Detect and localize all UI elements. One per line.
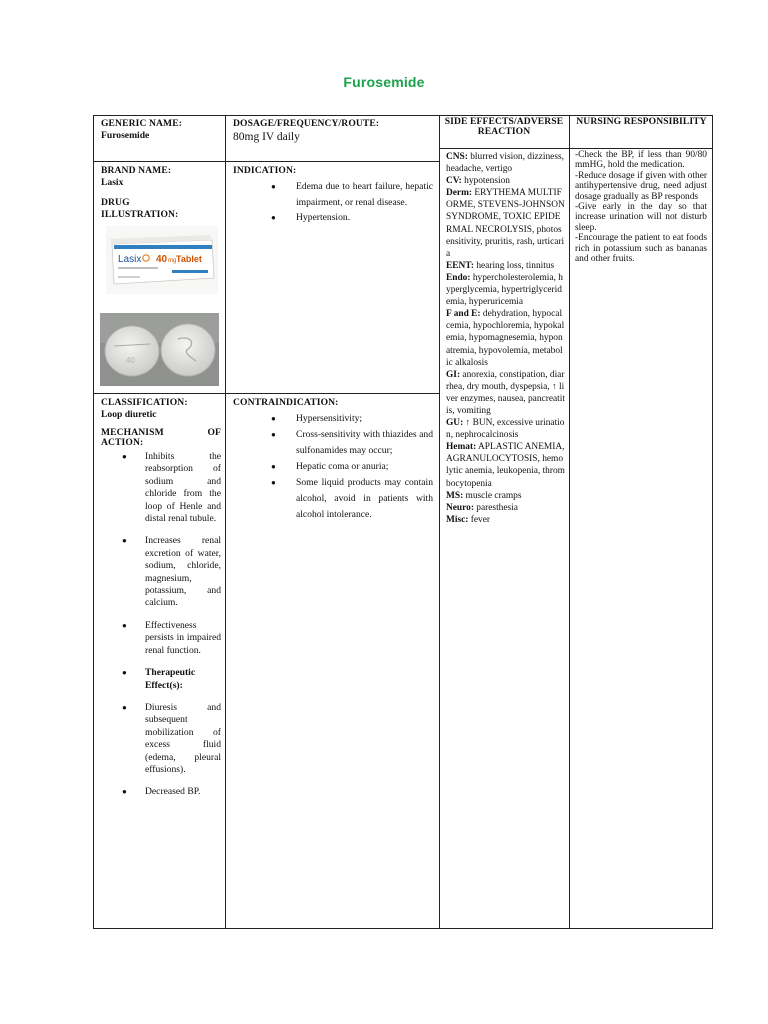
generic-name-value: Furosemide [101, 130, 150, 142]
drug-box-illustration [106, 226, 218, 294]
nursing-list [575, 150, 707, 264]
list-item: ● Cross-sensitivity with thiazides and sulfonamides may occur; [271, 429, 433, 457]
list-item: ● Diuresis and subsequent mobilization of excess fluid (edema, pleural effusions). [122, 701, 221, 775]
side-effect-entry: CNS: blurred vision, dizziness, headache, vertigo [446, 152, 564, 175]
list-item: ● Hypertension. [271, 212, 351, 224]
contraindication-list [233, 411, 433, 523]
indication-cell [233, 165, 433, 226]
list-item: ● Some liquid products may contain alcohol, avoid in patients with alcohol intolerance. [271, 477, 433, 521]
mechanism-cell [101, 428, 221, 799]
side-effects-header [443, 117, 565, 137]
dosage-value: 80mg IV daily [233, 131, 300, 144]
brand-name-value: Lasix [101, 177, 124, 189]
column-divider [225, 116, 226, 928]
list-item: ● Inhibits the reabsorption of sodium and chloride from the loop of Henle and distal renal tubule. [122, 451, 221, 525]
list-item: ● Hypersensitivity; [271, 413, 363, 425]
box-unit-text: mg [168, 258, 177, 264]
generic-name-cell [101, 118, 221, 143]
side-effect-entry: CV: hypotension [446, 176, 510, 187]
list-item: -Reduce dosage if given with other antihypertensive drug, need adjust dosage gradually as BP responds [575, 170, 707, 202]
list-item: -Check the BP, if less than 90/80 mmHG, hold the medication. [575, 150, 707, 171]
list-item: -Encourage the patient to eat foods rich in potassium such as bananas and other fruits. [575, 233, 707, 265]
side-effect-entry: EENT: hearing loss, tinnitus [446, 260, 555, 271]
box-brand-text: Lasix [118, 254, 142, 265]
side-effect-entry: MS: muscle cramps [446, 490, 522, 501]
page-title: Furosemide [343, 74, 425, 90]
side-effect-entry: GU: ↑ BUN, excessive urination, nephrocalcinosis [446, 418, 565, 441]
nursing-label: NURSING RESPONSIBILITY [576, 116, 707, 127]
column-divider [439, 116, 440, 928]
dosage-label: DOSAGE/FREQUENCY/ROUTE: [233, 118, 380, 129]
classification-label: CLASSIFICATION: [101, 397, 188, 408]
nursing-header [574, 117, 709, 127]
drug-illustration-cell [101, 197, 221, 222]
side-effect-entry: Hemat: APLASTIC ANEMIA, AGRANULOCYTOSIS, hemolytic anemia, leukopenia, thrombocytopenia [446, 442, 565, 489]
side-effects-list [446, 151, 565, 526]
row-divider [94, 393, 439, 394]
drug-illustration-label: DRUG ILLUSTRATION: [101, 197, 179, 221]
brand-name-label: BRAND NAME: [101, 165, 172, 176]
side-effect-entry: Derm: ERYTHEMA MULTIFORME, STEVENS-JOHNSON SYNDROME, TOXIC EPIDERMAL NECROLYSIS, photosensitivity, pruritis, rash, urticaria [446, 188, 565, 259]
list-item: -Give early in the day so that increase urination will not disturb sleep. [575, 202, 707, 233]
side-effect-entry: Misc: fever [446, 514, 490, 525]
side-effects-label: SIDE EFFECTS/ADVERSE REACTION [444, 116, 564, 138]
drug-study-table [93, 115, 713, 929]
row-divider [94, 161, 439, 162]
mechanism-label: MECHANISM OF ACTION: [101, 427, 221, 448]
box-strength-text: 40 [156, 254, 168, 265]
list-item: ● Therapeutic Effect(s): [122, 667, 196, 691]
list-item: ● Increases renal excretion of water, sodium, chloride, magnesium, potassium, and calcium. [122, 535, 221, 609]
classification-cell [101, 397, 221, 422]
side-effect-entry: Neuro: paresthesia [446, 502, 518, 513]
side-effect-entry: GI: anorexia, constipation, diarrhea, dry mouth, dyspepsia, ↑ liver enzymes, nausea, pancreatitis, vomiting [446, 369, 565, 416]
mechanism-list [101, 451, 221, 799]
tablet-imprint-text: 40 [126, 356, 135, 365]
side-effect-entry: F and E: dehydration, hypocalcemia, hypochloremia, hypokalemia, hypomagnesemia, hyponatremia, hypovolemia, metabolic alkalosis [446, 309, 565, 368]
column-divider [569, 116, 570, 928]
contraindication-label: CONTRAINDICATION: [233, 397, 339, 408]
list-item: ● Effectiveness persists in impaired renal function. [122, 619, 221, 656]
generic-name-label: GENERIC NAME: [101, 118, 182, 129]
list-item: ● Decreased BP. [122, 786, 201, 798]
box-word-text: Tablet [176, 254, 202, 264]
list-item: ● Edema due to heart failure, hepatic impairment, or renal disease. [271, 181, 433, 208]
classification-value: Loop diuretic [101, 409, 157, 421]
side-effect-entry: Endo: hypercholesterolemia, hyperglycemia, hypertriglyceridemia, hyperuricemia [446, 272, 563, 308]
dosage-cell [233, 118, 433, 144]
indication-label: INDICATION: [233, 165, 297, 176]
indication-list [233, 179, 433, 226]
tablets-photo [100, 313, 219, 386]
list-item: ● Hepatic coma or anuria; [271, 461, 389, 473]
contraindication-cell [233, 397, 433, 523]
tablets-illustration [100, 313, 219, 386]
brand-name-cell [101, 165, 221, 190]
row-divider [439, 148, 713, 149]
drug-box-photo [106, 226, 218, 294]
